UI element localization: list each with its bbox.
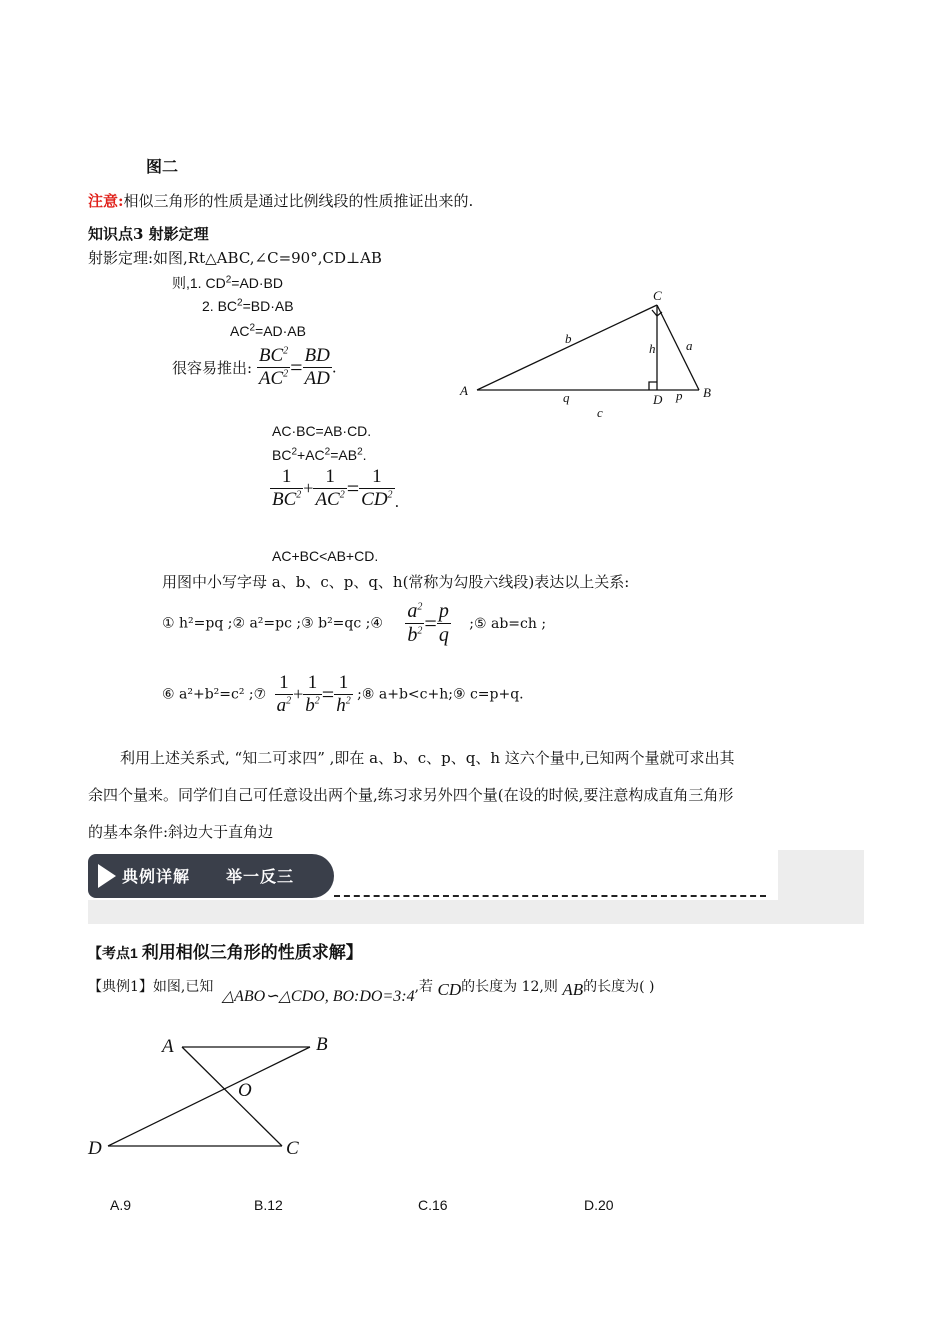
fraction-bc-ac: $\frac{BC^2}{AC^2}$ [258, 345, 289, 389]
section-title: 知识点3 射影定理 [88, 225, 209, 243]
note-text: 相似三角形的性质是通过比例线段的性质推证出来的. [123, 192, 474, 210]
example-cd: CD [437, 980, 462, 999]
fraction-bd-ad: $\frac{BD}{AD}$ [304, 345, 330, 389]
relations-row1: ① h²=pq ;② a²=pc ;③ b²=qc ;④ $\frac{a^2}{b^2}$ = $\frac{p}{q}$ ;⑤ ab=ch ; [162, 600, 547, 646]
side-ac [477, 305, 657, 390]
paragraph-line-2: 余四个量来。同学们自己可任意设出两个量,练习求另外四个量(在设的时候,要注意构成直角三角形 [88, 786, 734, 804]
paragraph-line-3: 的基本条件:斜边大于直角边 [88, 823, 274, 841]
banner-subtitle: 举一反三 [226, 869, 295, 886]
label-c-vertex: C [653, 288, 662, 303]
formula-6: $\frac{1}{BC^2}$ + $\frac{1}{AC^2}$ = $\frac{1}{CD^2}$ . [272, 466, 400, 511]
label-b-side: b [565, 331, 572, 346]
label-b-vertex: B [703, 385, 711, 400]
relations-row2: ⑥ a²+b²=c² ;⑦ $\frac{1}{a^2}$ + $\frac{1}{b^2}$ = $\frac{1}{h^2}$ ;⑧ a+b<c+h;⑨ c=p+q. [162, 672, 524, 716]
label-o: O [238, 1080, 252, 1101]
option-d[interactable]: D.20 [584, 1197, 614, 1213]
option-a[interactable]: A.9 [110, 1197, 132, 1213]
formula-5: $BC^2+AC^2=AB^2$. [272, 446, 367, 463]
formula-3: $AC^2=AD\cdot AB$ [230, 322, 306, 339]
label-h: h [649, 341, 656, 356]
segment-ac [182, 1047, 282, 1146]
label-d: D [88, 1138, 102, 1159]
note-label: 注意: [88, 192, 124, 210]
segment-bd [108, 1047, 310, 1146]
label-c-side: c [597, 405, 603, 420]
formula-4: AC·BC=AB·CD. [272, 423, 372, 439]
note-line [88, 190, 473, 211]
derive-line: 很容易推出: $\frac{BC^2}{AC^2}$ = $\frac{BD}{AD}$ . [172, 345, 337, 389]
label-a-vertex: A [460, 383, 468, 398]
play-icon [96, 862, 118, 890]
option-b[interactable]: B.12 [254, 1197, 283, 1213]
kaodian-heading: 【考点1 利用相似三角形的性质求解】 [88, 943, 363, 963]
banner-title: 典例详解 [122, 869, 191, 886]
formula-7: AC+BC<AB+CD. [272, 548, 379, 564]
derive-label: 很容易推出: [172, 359, 253, 377]
label-a: A [162, 1036, 174, 1057]
example-1-question: 【典例1】如图,已知 △ABO∽△CDO, BO:DO=3:4,若 CD的长度为 12,则 AB的长度为( ) [88, 979, 655, 1005]
option-c[interactable]: C.16 [418, 1197, 448, 1213]
paragraph-line-1: 利用上述关系式, “知二可求四” ,即在 a、b、c、p、q、h 这六个量中,已知两个量就可求出其 [120, 749, 735, 767]
label-b: B [316, 1034, 328, 1055]
banner-dashed-line [334, 895, 766, 897]
section-intro: 射影定理:如图,Rt△ABC,∠C=90°,CD⊥AB [88, 249, 382, 267]
example-ab: AB [562, 980, 584, 999]
figure-caption: 图二 [146, 157, 179, 176]
label-q: q [563, 390, 570, 405]
example-condition: △ABO∽△CDO, BO:DO=3:4 [221, 988, 415, 1005]
label-p: p [676, 388, 683, 403]
section-banner [88, 850, 864, 924]
hourglass-figure [82, 1030, 342, 1165]
right-triangle-figure [455, 285, 730, 425]
label-c: C [286, 1138, 299, 1159]
intro-line2: 用图中小写字母 a、b、c、p、q、h(常称为勾股六线段)表达以上关系: [162, 573, 630, 591]
label-d-vertex: D [653, 392, 663, 407]
formula-1: 则,1. $CD^2=AD\cdot BD$ [172, 274, 283, 291]
label-a-side: a [686, 338, 693, 353]
right-angle-d [649, 382, 657, 390]
formula-2: 2. $BC^2=BD\cdot AB$ [202, 297, 294, 314]
side-bc [657, 305, 699, 390]
